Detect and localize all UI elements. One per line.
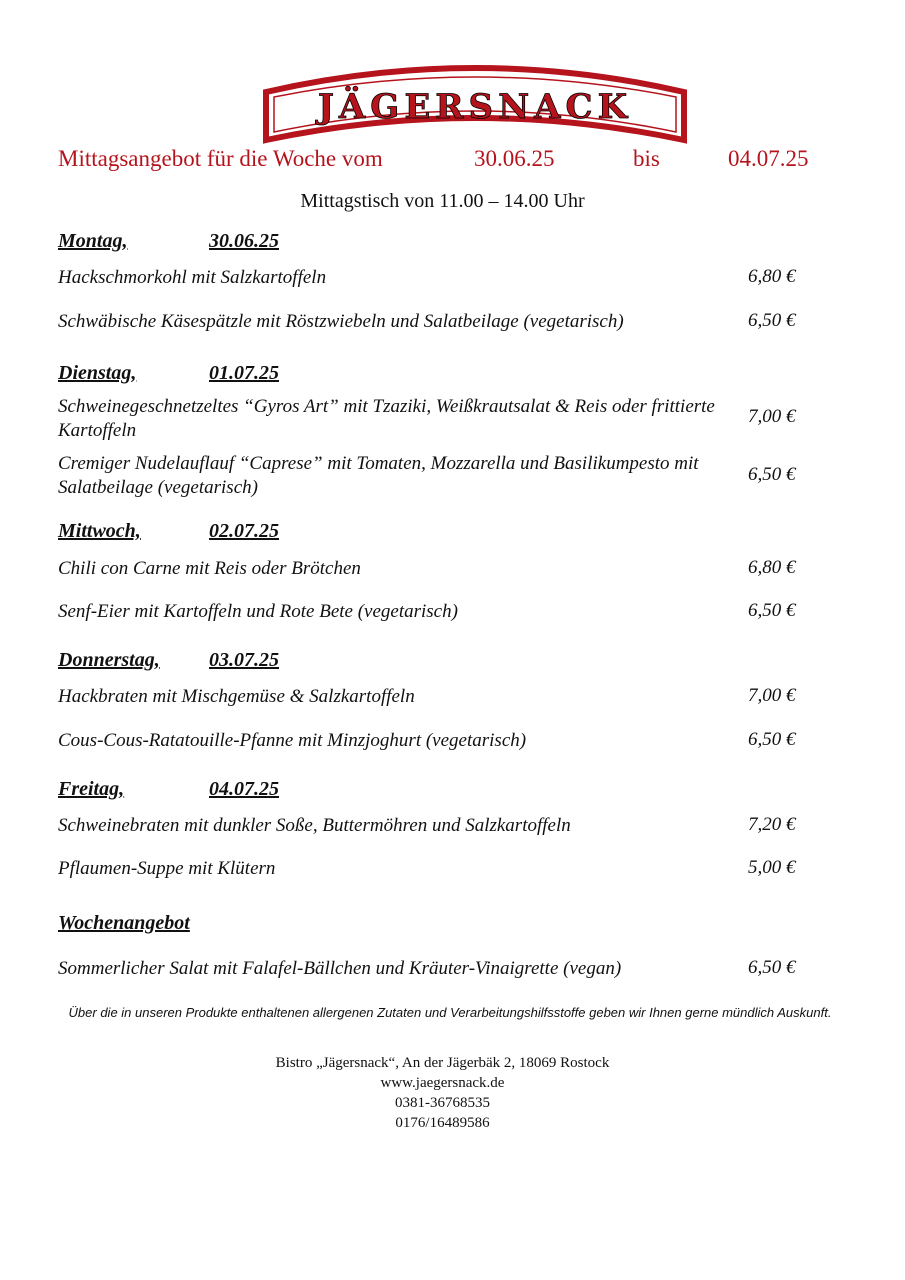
day-name: Dienstag, bbox=[58, 362, 137, 384]
menu-price: 7,00 € bbox=[748, 685, 796, 706]
menu-price: 6,80 € bbox=[748, 266, 796, 287]
menu-item: Pflaumen-Suppe mit Klütern bbox=[58, 858, 276, 879]
day-date: 03.07.25 bbox=[209, 649, 279, 671]
footer-address: Bistro „Jägersnack“, An der Jägerbäk 2, 18069 Rostock bbox=[275, 1055, 610, 1071]
day-date: 02.07.25 bbox=[209, 520, 279, 542]
day-name: Montag, bbox=[58, 230, 128, 252]
day-name: Freitag, bbox=[58, 778, 125, 800]
lunch-hours: Mittagstisch von 11.00 – 14.00 Uhr bbox=[300, 190, 585, 212]
week-from-date: 30.06.25 bbox=[474, 146, 555, 171]
jaegersnack-logo bbox=[260, 52, 700, 152]
menu-price: 7,00 € bbox=[748, 406, 796, 427]
day-date: 30.06.25 bbox=[209, 230, 279, 252]
menu-item: Cremiger Nudelauflauf “Caprese” mit Tomaten, Mozzarella und Basilikumpesto mit Salatbeilage (vegetarisch) bbox=[58, 453, 699, 498]
day-heading-wednesday bbox=[58, 520, 279, 543]
footer-phone-landline: 0381-36768535 bbox=[395, 1095, 490, 1111]
footer-website[interactable]: www.jaegersnack.de bbox=[380, 1075, 505, 1091]
day-heading-friday bbox=[58, 778, 279, 801]
menu-price: 6,50 € bbox=[748, 310, 796, 331]
menu-item: Cous-Cous-Ratatouille-Pfanne mit Minzjoghurt (vegetarisch) bbox=[58, 730, 527, 751]
day-heading-tuesday bbox=[58, 362, 279, 385]
day-name: Donnerstag, bbox=[58, 649, 160, 671]
day-heading-thursday bbox=[58, 649, 279, 672]
week-label: Mittagsangebot für die Woche vom bbox=[58, 146, 383, 171]
menu-item: Schweinebraten mit dunkler Soße, Buttermöhren und Salzkartoffeln bbox=[58, 815, 571, 836]
menu-item: Hackschmorkohl mit Salzkartoffeln bbox=[58, 267, 327, 288]
menu-item: Chili con Carne mit Reis oder Brötchen bbox=[58, 558, 361, 579]
week-to-date: 04.07.25 bbox=[728, 146, 809, 171]
menu-price: 6,50 € bbox=[748, 464, 796, 485]
weekly-offer-heading: Wochenangebot bbox=[58, 912, 190, 934]
week-bis: bis bbox=[633, 146, 660, 171]
logo-text: JÄGERSNACK bbox=[317, 87, 633, 127]
menu-price: 5,00 € bbox=[748, 857, 796, 878]
menu-price: 6,50 € bbox=[748, 600, 796, 621]
day-date: 04.07.25 bbox=[209, 778, 279, 800]
allergen-note: Über die in unseren Produkte enthaltenen allergenen Zutaten und Verarbeitungshilfsstoffe geben wir Ihnen gerne mündlich Auskunft. bbox=[68, 1005, 832, 1020]
menu-item: Hackbraten mit Mischgemüse & Salzkartoffeln bbox=[58, 686, 415, 707]
menu-price: 6,50 € bbox=[748, 729, 796, 750]
menu-item: Schwäbische Käsespätzle mit Röstzwiebeln und Salatbeilage (vegetarisch) bbox=[58, 311, 624, 332]
menu-item: Senf-Eier mit Kartoffeln und Rote Bete (vegetarisch) bbox=[58, 601, 458, 622]
menu-price: 7,20 € bbox=[748, 814, 796, 835]
day-name: Mittwoch, bbox=[58, 520, 141, 542]
menu-price: 6,80 € bbox=[748, 557, 796, 578]
day-date: 01.07.25 bbox=[209, 362, 279, 384]
menu-price: 6,50 € bbox=[748, 957, 796, 978]
menu-item: Schweinegeschnetzeltes “Gyros Art” mit Tzaziki, Weißkrautsalat & Reis oder frittierte Kartoffeln bbox=[58, 396, 715, 441]
day-heading-monday bbox=[58, 230, 279, 253]
menu-item: Sommerlicher Salat mit Falafel-Bällchen und Kräuter-Vinaigrette (vegan) bbox=[58, 958, 622, 979]
footer-phone-mobile: 0176/16489586 bbox=[395, 1115, 490, 1131]
